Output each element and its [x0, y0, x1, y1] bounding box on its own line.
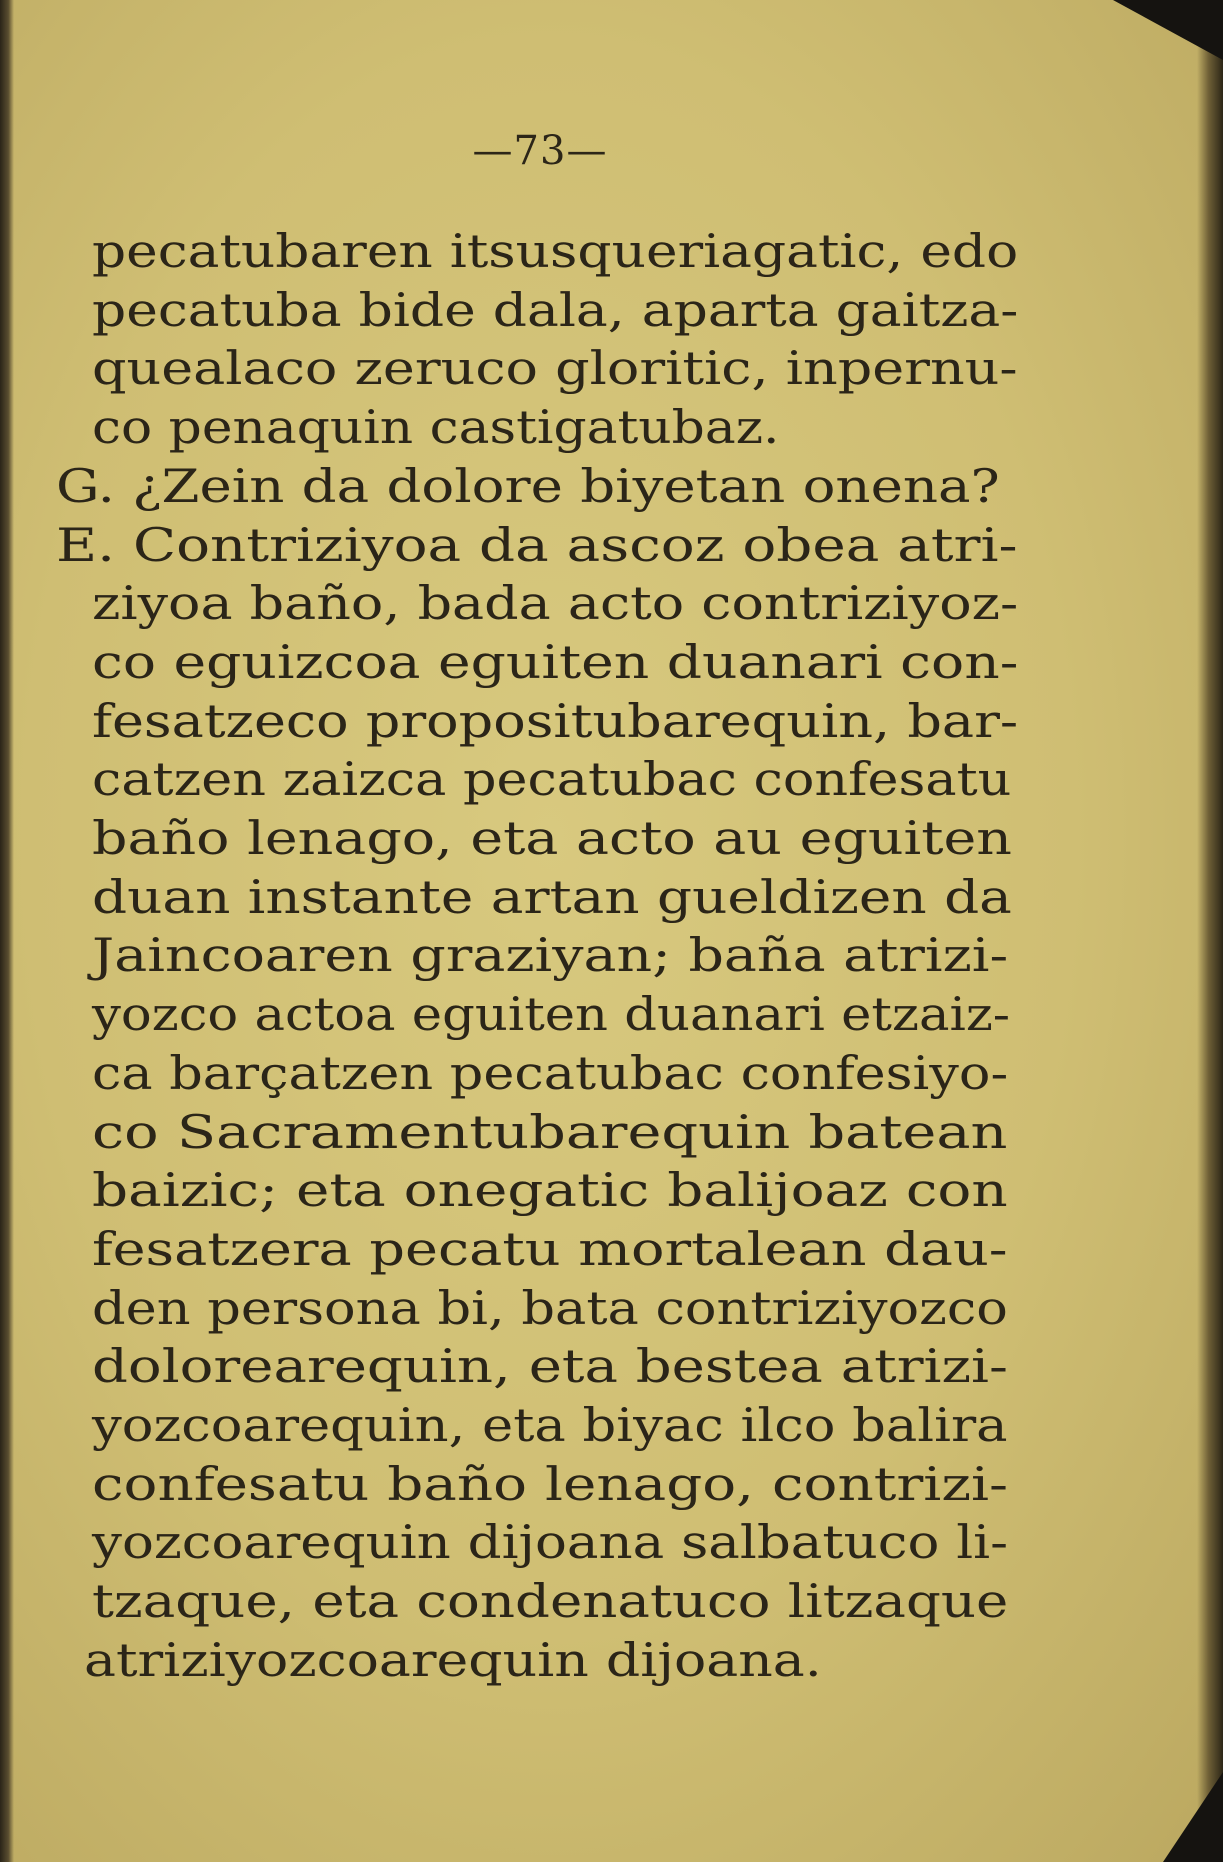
text-line: ziyoa baño, bada acto contriziyoz- — [92, 576, 1019, 630]
text-line: fesatzeco propositubarequin, bar- — [92, 694, 1019, 748]
text-line: ca barçatzen pecatubac confesiyo- — [92, 1046, 1009, 1100]
text-line: confesatu baño lenago, contrizi- — [92, 1457, 1009, 1511]
text-line: co penaquin castigatubaz. — [92, 400, 780, 454]
text-line: atriziyozcoarequin dijoana. — [84, 1633, 822, 1687]
page-corner-top-right — [1113, 0, 1223, 60]
text-line: pecatubaren itsusqueriagatic, edo — [92, 224, 1019, 278]
text-line: baizic; eta onegatic balijoaz con — [92, 1163, 1008, 1217]
text-line: den persona bi, bata contriziyozco — [92, 1281, 1008, 1335]
page-corner-bottom-right — [1163, 1772, 1223, 1862]
page-right-edge — [1197, 30, 1223, 1862]
text-line: pecatuba bide dala, aparta gaitza- — [92, 283, 1019, 337]
text-line: yozco actoa eguiten duanari etzaiz- — [92, 987, 1011, 1041]
text-line: fesatzera pecatu mortalean dau- — [92, 1222, 1008, 1276]
text-line: tzaque, eta condenatuco litzaque — [92, 1574, 1009, 1628]
page-number: —73— — [472, 128, 608, 174]
text-line: baño lenago, eta acto au eguiten — [92, 811, 1012, 865]
text-line: yozcoarequin dijoana salbatuco li- — [92, 1515, 1009, 1569]
text-line: yozcoarequin, eta biyac ilco balira — [92, 1398, 1008, 1452]
text-line: duan instante artan gueldizen da — [92, 870, 1012, 924]
text-line: dolorearequin, eta bestea atrizi- — [92, 1339, 1008, 1393]
text-line: G. ¿Zein da dolore biyetan onena? — [56, 459, 1000, 513]
text-line: catzen zaizca pecatubac confesatu — [92, 752, 1012, 806]
text-line: Jaincoaren graziyan; baña atrizi- — [92, 928, 1009, 982]
text-line: quealaco zeruco gloritic, inpernu- — [92, 341, 1018, 395]
text-line: co eguizcoa eguiten duanari con- — [92, 635, 1019, 689]
text-line: co Sacramentubarequin batean — [92, 1105, 1008, 1159]
text-line: E. Contriziyoa da ascoz obea atri- — [56, 518, 1018, 572]
page-left-edge — [0, 0, 14, 1862]
